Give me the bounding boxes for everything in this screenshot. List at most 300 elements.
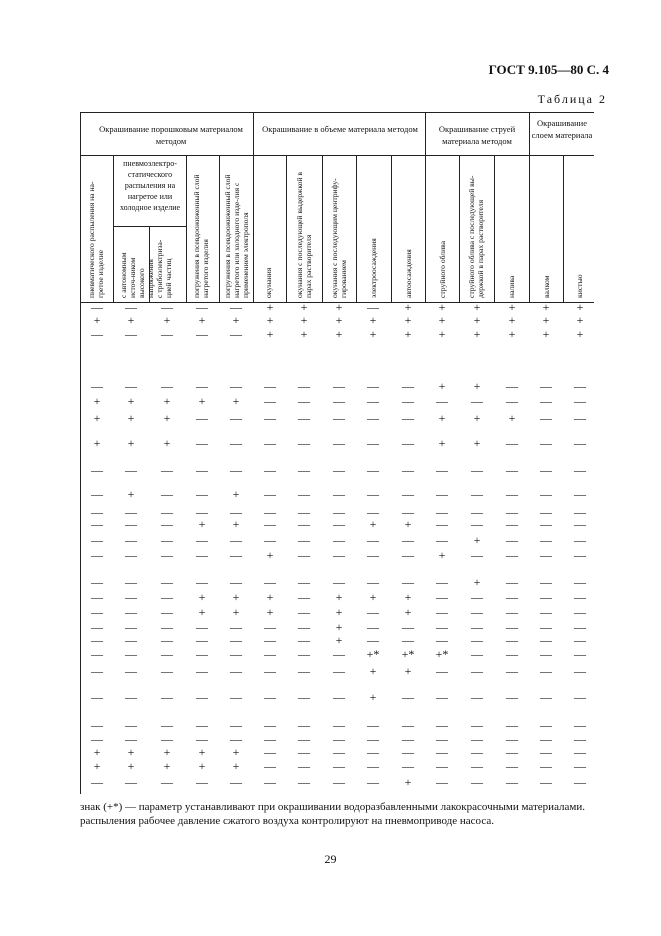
table-cell: —: [298, 647, 310, 661]
table-cell: —: [402, 759, 414, 773]
table-cell: —: [574, 718, 586, 732]
table-cell: —: [506, 575, 518, 589]
table-cell: +: [473, 300, 481, 314]
table-cell: +: [232, 487, 240, 501]
table-cell: +: [127, 313, 135, 327]
table-cell: —: [506, 379, 518, 393]
table-cell: —: [574, 633, 586, 647]
table-cell: —: [574, 605, 586, 619]
table-cell: —: [298, 633, 310, 647]
table-cell: —: [436, 633, 448, 647]
table-cell: —: [333, 394, 345, 408]
table-cell: —: [264, 690, 276, 704]
column-divider: [253, 112, 254, 302]
table-cell: —: [230, 775, 242, 789]
table-cell: —: [264, 505, 276, 519]
table-cell: —: [574, 590, 586, 604]
table-cell: —: [91, 775, 103, 789]
table-cell: —: [506, 505, 518, 519]
table-cell: —: [506, 633, 518, 647]
table-cell: —: [506, 590, 518, 604]
table-cell: +: [369, 664, 377, 678]
table-cell: —: [161, 647, 173, 661]
table-cell: +: [438, 379, 446, 393]
table-cell: +: [369, 690, 377, 704]
table-cell: —: [540, 647, 552, 661]
table-cell: —: [367, 575, 379, 589]
table-cell: —: [506, 605, 518, 619]
table-cell: —: [161, 487, 173, 501]
table-cell: —: [506, 759, 518, 773]
table-cell: —: [471, 633, 483, 647]
column-header-fluidized-bed-electrofield: погружения в псевдоожиженный слой нагретого или холодного изде-лия с применением электрополя: [223, 174, 250, 298]
column-divider: [425, 112, 426, 302]
column-header-pneumatic-spray: пневматического распыления на на-гретое изделие: [87, 181, 105, 298]
table-cell: —: [91, 605, 103, 619]
table-cell: —: [540, 411, 552, 425]
table-cell: —: [125, 548, 137, 562]
table-cell: —: [471, 718, 483, 732]
table-cell: —: [196, 379, 208, 393]
table-cell: —: [161, 517, 173, 531]
table-cell: —: [298, 463, 310, 477]
table-cell: —: [471, 732, 483, 746]
table-cell: +*: [366, 647, 380, 661]
table-cell: —: [402, 732, 414, 746]
table-cell: —: [540, 379, 552, 393]
table-cell: —: [436, 575, 448, 589]
table-cell: —: [196, 487, 208, 501]
table-cell: +: [508, 411, 516, 425]
table-cell: —: [161, 664, 173, 678]
table-cell: —: [125, 620, 137, 634]
table-cell: —: [540, 548, 552, 562]
table-cell: +: [198, 517, 206, 531]
table-cell: +: [93, 394, 101, 408]
table-cell: —: [540, 759, 552, 773]
table-cell: —: [540, 718, 552, 732]
table-cell: —: [367, 605, 379, 619]
table-cell: —: [264, 436, 276, 450]
table-cell: —: [540, 732, 552, 746]
table-cell: +: [232, 313, 240, 327]
table-cell: +: [473, 327, 481, 341]
table-cell: —: [298, 533, 310, 547]
table-cell: —: [196, 575, 208, 589]
table-cell: —: [574, 533, 586, 547]
column-divider: [563, 155, 564, 302]
table-cell: —: [506, 517, 518, 531]
table-cell: +: [473, 379, 481, 393]
table-cell: —: [333, 718, 345, 732]
table-cell: —: [436, 463, 448, 477]
table-cell: —: [298, 436, 310, 450]
table-cell: —: [367, 487, 379, 501]
table-cell: —: [333, 505, 345, 519]
table-cell: —: [196, 327, 208, 341]
table-cell: —: [367, 505, 379, 519]
table-cell: —: [161, 633, 173, 647]
group-header-layer: Окрашивание слоем материала: [531, 118, 593, 140]
table-cell: —: [161, 379, 173, 393]
table-cell: —: [540, 775, 552, 789]
column-divider: [391, 155, 392, 302]
table-cell: —: [333, 664, 345, 678]
table-cell: —: [196, 548, 208, 562]
table-cell: —: [91, 463, 103, 477]
table-cell: —: [471, 463, 483, 477]
table-cell: —: [506, 732, 518, 746]
table-cell: +: [369, 313, 377, 327]
column-header-roller: валком: [542, 275, 551, 298]
table-cell: —: [161, 463, 173, 477]
table-cell: +: [266, 548, 274, 562]
table-cell: —: [436, 605, 448, 619]
column-divider: [494, 155, 495, 302]
table-cell: —: [574, 394, 586, 408]
table-cell: +: [93, 745, 101, 759]
table-cell: —: [230, 379, 242, 393]
table-cell: —: [161, 548, 173, 562]
table-cell: —: [506, 487, 518, 501]
table-cell: —: [91, 664, 103, 678]
table-cell: —: [402, 463, 414, 477]
table-cell: —: [125, 327, 137, 341]
table-cell: +: [163, 411, 171, 425]
table-top-border: [80, 112, 594, 113]
table-cell: —: [436, 533, 448, 547]
table-cell: —: [125, 732, 137, 746]
table-cell: +: [335, 300, 343, 314]
table-cell: —: [367, 533, 379, 547]
table-cell: —: [367, 759, 379, 773]
table-cell: —: [196, 633, 208, 647]
table-cell: +: [232, 759, 240, 773]
table-cell: —: [402, 436, 414, 450]
table-cell: —: [91, 300, 103, 314]
table-cell: —: [436, 664, 448, 678]
table-cell: —: [367, 300, 379, 314]
table-cell: —: [230, 575, 242, 589]
table-cell: —: [125, 664, 137, 678]
table-cell: +: [232, 590, 240, 604]
table-cell: —: [91, 517, 103, 531]
table-cell: —: [402, 505, 414, 519]
table-cell: —: [333, 379, 345, 393]
table-cell: —: [333, 487, 345, 501]
table-cell: —: [574, 411, 586, 425]
table-cell: —: [298, 517, 310, 531]
table-cell: +: [576, 327, 584, 341]
table-cell: —: [540, 690, 552, 704]
table-cell: —: [436, 690, 448, 704]
table-cell: —: [402, 620, 414, 634]
table-cell: +: [163, 436, 171, 450]
table-label: Таблица 2: [537, 92, 607, 106]
table-cell: —: [333, 436, 345, 450]
subgroup-header-electrostatic: пневмоэлектро-статического распыления на нагретое или холодное изделие: [119, 159, 181, 212]
table-cell: —: [367, 633, 379, 647]
table-cell: +: [163, 745, 171, 759]
table-cell: —: [540, 575, 552, 589]
table-cell: —: [91, 690, 103, 704]
table-cell: +: [404, 313, 412, 327]
table-cell: +: [232, 517, 240, 531]
table-cell: +: [335, 327, 343, 341]
table-cell: —: [125, 505, 137, 519]
table-cell: —: [161, 575, 173, 589]
table-cell: —: [574, 463, 586, 477]
table-cell: —: [436, 718, 448, 732]
table-cell: +: [473, 533, 481, 547]
table-cell: +: [198, 745, 206, 759]
table-cell: +: [404, 590, 412, 604]
table-cell: —: [471, 548, 483, 562]
table-cell: —: [125, 463, 137, 477]
table-cell: —: [298, 505, 310, 519]
table-cell: —: [574, 759, 586, 773]
table-cell: —: [574, 517, 586, 531]
table-cell: —: [196, 436, 208, 450]
table-cell: —: [574, 732, 586, 746]
table-cell: —: [471, 620, 483, 634]
group-header-powder: Окрашивание порошковым материалом методом: [99, 124, 243, 146]
table-cell: —: [264, 775, 276, 789]
group-header-jet: Окрашивание струей материала методом: [438, 124, 516, 146]
table-cell: +: [404, 664, 412, 678]
table-cell: —: [367, 436, 379, 450]
document-header-code: ГОСТ 9.105—80 С. 4: [488, 62, 609, 77]
table-cell: —: [436, 590, 448, 604]
table-cell: —: [471, 664, 483, 678]
table-cell: —: [298, 575, 310, 589]
table-cell: +: [369, 517, 377, 531]
table-cell: —: [298, 745, 310, 759]
table-cell: —: [402, 533, 414, 547]
table-cell: +: [127, 759, 135, 773]
table-cell: +: [198, 759, 206, 773]
table-cell: +: [508, 300, 516, 314]
table-cell: —: [367, 745, 379, 759]
table-cell: +: [127, 487, 135, 501]
table-cell: —: [333, 533, 345, 547]
table-cell: —: [574, 647, 586, 661]
table-cell: +: [542, 313, 550, 327]
group-header-divider: [80, 155, 594, 156]
column-header-electrodeposition: электроосаждения: [369, 238, 378, 298]
table-cell: +: [542, 327, 550, 341]
table-cell: —: [471, 775, 483, 789]
table-cell: —: [333, 548, 345, 562]
table-cell: —: [230, 732, 242, 746]
table-cell: —: [367, 732, 379, 746]
table-cell: +: [335, 605, 343, 619]
table-cell: —: [436, 394, 448, 408]
table-cell: —: [506, 745, 518, 759]
table-cell: —: [574, 575, 586, 589]
table-cell: —: [367, 411, 379, 425]
table-cell: +: [404, 300, 412, 314]
table-cell: —: [540, 745, 552, 759]
table-cell: —: [540, 394, 552, 408]
table-cell: +: [300, 313, 308, 327]
table-cell: +: [163, 313, 171, 327]
column-header-autonomous-hv: с автономным источ-ником высокого напряжения: [119, 252, 155, 298]
table-cell: +: [542, 300, 550, 314]
table-cell: +: [266, 300, 274, 314]
table-cell: +: [438, 313, 446, 327]
table-cell: —: [161, 327, 173, 341]
table-cell: +: [508, 313, 516, 327]
table-cell: —: [125, 633, 137, 647]
table-cell: —: [402, 487, 414, 501]
column-header-jet-flooding: струйного облива: [438, 240, 447, 298]
table-cell: —: [298, 590, 310, 604]
table-cell: —: [402, 633, 414, 647]
table-cell: —: [264, 575, 276, 589]
table-cell: —: [125, 533, 137, 547]
table-cell: —: [367, 463, 379, 477]
table-cell: —: [506, 664, 518, 678]
table-cell: —: [264, 379, 276, 393]
table-cell: —: [298, 718, 310, 732]
table-cell: —: [264, 647, 276, 661]
table-cell: —: [298, 664, 310, 678]
table-cell: —: [471, 647, 483, 661]
table-cell: +: [300, 300, 308, 314]
table-cell: —: [230, 690, 242, 704]
table-cell: —: [574, 487, 586, 501]
table-cell: —: [196, 718, 208, 732]
table-cell: —: [298, 775, 310, 789]
table-cell: —: [196, 620, 208, 634]
table-cell: +: [163, 394, 171, 408]
table-cell: —: [264, 517, 276, 531]
table-cell: +: [508, 327, 516, 341]
table-cell: —: [161, 732, 173, 746]
table-cell: +: [127, 436, 135, 450]
table-cell: —: [91, 505, 103, 519]
table-cell: —: [91, 620, 103, 634]
table-cell: +: [438, 411, 446, 425]
table-cell: —: [125, 647, 137, 661]
table-cell: —: [540, 620, 552, 634]
table-cell: +: [163, 759, 171, 773]
table-cell: —: [91, 590, 103, 604]
table-cell: —: [264, 411, 276, 425]
table-cell: —: [161, 300, 173, 314]
table-cell: —: [574, 690, 586, 704]
table-cell: —: [574, 436, 586, 450]
table-cell: +: [473, 575, 481, 589]
table-cell: +: [93, 759, 101, 773]
table-cell: —: [298, 620, 310, 634]
column-divider: [286, 155, 287, 302]
table-cell: +: [232, 605, 240, 619]
table-cell: —: [196, 533, 208, 547]
table-cell: —: [436, 745, 448, 759]
table-cell: —: [91, 718, 103, 732]
table-cell: +: [300, 327, 308, 341]
table-cell: —: [264, 664, 276, 678]
table-cell: —: [125, 690, 137, 704]
table-cell: +: [473, 411, 481, 425]
column-divider: [322, 155, 323, 302]
table-cell: —: [367, 394, 379, 408]
table-cell: —: [574, 505, 586, 519]
footnote-2: распыления рабочее давление сжатого воздуха контролируют на пневмоприводе насоса.: [80, 815, 494, 827]
table-cell: —: [540, 605, 552, 619]
table-cell: —: [298, 379, 310, 393]
table-cell: —: [402, 745, 414, 759]
table-cell: —: [506, 463, 518, 477]
table-cell: —: [264, 745, 276, 759]
table-cell: —: [333, 463, 345, 477]
table-cell: —: [471, 605, 483, 619]
table-cell: —: [436, 759, 448, 773]
table-cell: —: [506, 548, 518, 562]
table-cell: —: [91, 533, 103, 547]
table-cell: +: [404, 775, 412, 789]
table-cell: —: [196, 664, 208, 678]
table-cell: —: [230, 327, 242, 341]
table-cell: +: [335, 590, 343, 604]
table-cell: —: [402, 548, 414, 562]
table-cell: —: [333, 647, 345, 661]
table-cell: —: [196, 463, 208, 477]
table-cell: —: [196, 505, 208, 519]
group-header-volume: Окрашивание в объеме материала методом: [262, 124, 418, 134]
table-cell: —: [367, 775, 379, 789]
table-cell: +: [335, 313, 343, 327]
table-cell: +: [127, 394, 135, 408]
table-cell: —: [367, 718, 379, 732]
table-cell: —: [402, 575, 414, 589]
table-cell: —: [436, 620, 448, 634]
table-cell: —: [230, 505, 242, 519]
table-cell: —: [574, 379, 586, 393]
table-cell: —: [230, 300, 242, 314]
table-cell: —: [91, 732, 103, 746]
table-cell: —: [161, 718, 173, 732]
column-header-jet-flooding-vapor: струйного облива с последующей вы-держкой в парах растворителя: [467, 175, 485, 298]
table-cell: —: [264, 394, 276, 408]
table-cell: —: [333, 759, 345, 773]
table-cell: —: [471, 590, 483, 604]
table-cell: —: [367, 620, 379, 634]
table-cell: —: [125, 590, 137, 604]
table-cell: +: [266, 313, 274, 327]
table-cell: —: [367, 379, 379, 393]
table-cell: —: [161, 505, 173, 519]
table-cell: —: [574, 620, 586, 634]
table-cell: —: [230, 718, 242, 732]
table-cell: —: [91, 327, 103, 341]
table-cell: —: [230, 620, 242, 634]
table-cell: +: [473, 313, 481, 327]
table-cell: +: [473, 436, 481, 450]
table-cell: +: [266, 605, 274, 619]
table-cell: —: [540, 533, 552, 547]
table-cell: —: [125, 575, 137, 589]
table-cell: —: [298, 394, 310, 408]
table-cell: —: [264, 732, 276, 746]
table-cell: —: [230, 548, 242, 562]
table-cell: —: [196, 647, 208, 661]
table-cell: +: [404, 605, 412, 619]
column-header-pouring: налива: [507, 275, 516, 298]
table-cell: —: [196, 775, 208, 789]
